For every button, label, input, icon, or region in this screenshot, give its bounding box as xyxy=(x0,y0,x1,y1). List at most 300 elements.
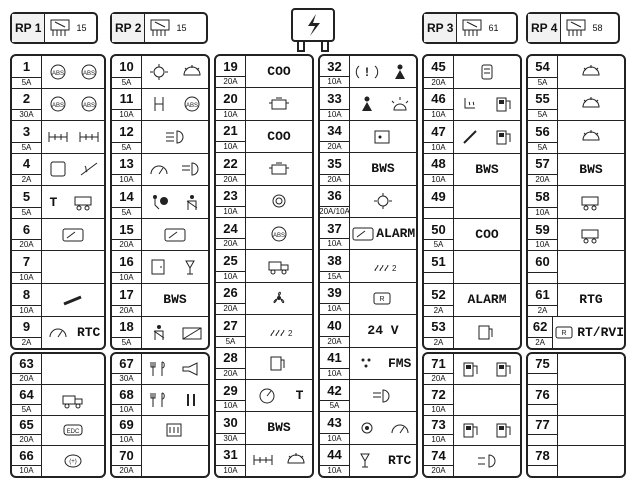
axle-icon xyxy=(77,128,101,146)
fuse-amperage: 20A xyxy=(12,239,41,250)
fuse-amperage xyxy=(424,207,453,218)
fuse-row xyxy=(12,56,104,89)
fuse-id xyxy=(112,416,142,446)
fuse-amperage: 10A xyxy=(112,109,141,120)
trailer-icon xyxy=(72,193,96,211)
fuse-id xyxy=(424,385,454,415)
fuse-number: 65 xyxy=(19,417,34,433)
fuse-row xyxy=(216,88,312,120)
pump-icon xyxy=(459,360,483,378)
fuse-id xyxy=(216,153,246,184)
fuse-row xyxy=(424,251,520,284)
window-icon xyxy=(61,226,85,244)
fuse-function xyxy=(246,186,312,217)
svg-text:ABS: ABS xyxy=(82,103,95,110)
fuse-function xyxy=(350,153,416,184)
fuse-number: 34 xyxy=(327,123,342,139)
engine-icon xyxy=(267,95,291,113)
fuse-function xyxy=(142,354,208,384)
fuse-number: 24 xyxy=(223,220,238,236)
abs-icon xyxy=(46,95,70,113)
fuse-row xyxy=(112,89,208,122)
abs-icon xyxy=(77,63,101,81)
fuse-number: 63 xyxy=(19,355,34,371)
fuse-number: 18 xyxy=(119,319,134,335)
fuse-function xyxy=(42,416,104,446)
fuse-id xyxy=(216,380,246,411)
beam-icon xyxy=(371,387,395,405)
fuse-id xyxy=(216,250,246,281)
fuse-id xyxy=(320,250,350,281)
fuse-row xyxy=(216,186,312,218)
light-icon xyxy=(475,452,499,470)
fuse-function xyxy=(454,317,520,349)
fuse-amperage: 10A xyxy=(112,272,141,283)
fuse-function xyxy=(246,88,312,119)
svg-text:(+): (+) xyxy=(69,459,77,466)
fuse-amperage: 20A xyxy=(216,174,245,185)
fuse-row xyxy=(320,186,416,218)
lamp-icon xyxy=(579,128,603,146)
fuse-function xyxy=(246,218,312,249)
svg-text:R: R xyxy=(379,296,385,304)
fuse-row xyxy=(424,385,520,416)
fuel-icon xyxy=(267,354,291,372)
fuse-number: 31 xyxy=(223,447,238,463)
fuse-function xyxy=(246,56,312,87)
fuse-row xyxy=(12,284,104,317)
fuse-id xyxy=(528,154,558,186)
fuse-function xyxy=(558,56,624,88)
filter-icon xyxy=(475,63,499,81)
fuse-id xyxy=(112,89,142,121)
svg-text:ABS: ABS xyxy=(185,103,198,110)
fuse-column-1b xyxy=(10,352,106,478)
fuse-row xyxy=(216,445,312,476)
fuse-number: 5 xyxy=(22,189,31,205)
gauge-icon xyxy=(388,419,412,437)
fuse-number: 57 xyxy=(535,156,550,172)
fuse-row xyxy=(12,251,104,284)
relay-label: RP 3 xyxy=(424,14,457,42)
fuse-number: 51 xyxy=(431,254,446,270)
fuse-function xyxy=(350,56,416,87)
fuse-row xyxy=(528,154,624,187)
fuse-number: 71 xyxy=(431,355,446,371)
fuse-amperage: 20A xyxy=(216,238,245,249)
fuse-function xyxy=(350,186,416,217)
glass-icon xyxy=(180,258,204,276)
fuse-row xyxy=(320,348,416,380)
fuse-column-1 xyxy=(10,54,106,350)
window-icon xyxy=(163,226,187,244)
fuse-label-text: COO xyxy=(475,227,499,243)
fuse-id xyxy=(528,186,558,218)
fuse-id xyxy=(12,354,42,384)
fuse-row xyxy=(528,354,624,385)
fuse-id xyxy=(12,89,42,121)
fuse-amperage: 5A xyxy=(528,109,557,120)
lamp-icon xyxy=(579,95,603,113)
fuse-function xyxy=(246,445,312,476)
fuse-function xyxy=(558,121,624,153)
fuse-amperage: 5A xyxy=(424,239,453,250)
fuse-amperage: 5A xyxy=(12,142,41,153)
fuse-id xyxy=(424,284,454,316)
fuse-row xyxy=(112,251,208,284)
fuse-amperage: 2A xyxy=(528,305,557,316)
power-symbol xyxy=(288,6,338,54)
fuse-number: 8 xyxy=(22,286,31,302)
relay-icon xyxy=(460,18,486,38)
fuse-function xyxy=(454,354,520,384)
fuse-row xyxy=(528,284,624,317)
relay-icon xyxy=(564,18,590,38)
fuse-id xyxy=(424,446,454,476)
fuse-id xyxy=(12,154,42,186)
fuse-function xyxy=(558,385,624,415)
fuse-column-6 xyxy=(526,54,626,350)
fuse-row xyxy=(320,56,416,88)
door-icon xyxy=(147,258,171,276)
headlight-icon xyxy=(163,128,187,146)
speedo-icon xyxy=(255,387,279,405)
fuse-function xyxy=(350,412,416,443)
fuse-number: 25 xyxy=(223,253,238,269)
fuse-label-text: RTC xyxy=(76,324,101,340)
fuse-number: 53 xyxy=(431,319,446,335)
fuse-function xyxy=(142,251,208,283)
fuse-amperage: 10A xyxy=(320,109,349,120)
drops-icon xyxy=(355,354,379,372)
fuse-amperage: 20A/10A xyxy=(319,206,350,216)
fuse-id xyxy=(424,56,454,88)
fuse-amperage: 20A xyxy=(424,77,453,88)
radio-icon xyxy=(371,289,395,307)
fuse-function xyxy=(142,89,208,121)
fuse-amperage: 10A xyxy=(216,465,245,476)
fuse-id xyxy=(320,380,350,411)
svg-text:ABS: ABS xyxy=(51,70,64,77)
fuse-function xyxy=(558,89,624,121)
fuse-amperage: 20A xyxy=(112,239,141,250)
relay-label: RP 2 xyxy=(112,14,145,42)
fuse-id xyxy=(216,88,246,119)
fuse-amperage: 5A xyxy=(12,207,41,218)
fuse-row xyxy=(112,186,208,219)
fuse-number: 29 xyxy=(223,382,238,398)
fuse-id xyxy=(12,317,42,349)
fuse-label-text: BWS xyxy=(475,161,499,177)
fuse-function xyxy=(142,446,208,476)
fuse-amperage: 20A xyxy=(424,373,453,384)
fuse-row xyxy=(424,284,520,317)
fuse-function xyxy=(454,89,520,121)
fuse-number: 62 xyxy=(532,319,548,335)
fuse-amperage: 2A xyxy=(12,174,41,185)
belt-icon xyxy=(180,193,204,211)
fuse-amperage: 30A xyxy=(112,373,141,384)
fuse-id xyxy=(424,317,454,349)
fuse-number: 1 xyxy=(22,58,31,74)
fuse-row xyxy=(216,315,312,347)
fuse-label-text: 24 V xyxy=(367,323,399,339)
fuse-id xyxy=(320,186,350,217)
fuse-function xyxy=(350,250,416,281)
fuse-amperage: 20A xyxy=(216,368,245,379)
fuse-number: 27 xyxy=(223,317,238,333)
fuse-function xyxy=(558,154,624,186)
fuse-row xyxy=(320,412,416,444)
fuse-row xyxy=(528,56,624,89)
fuse-id xyxy=(528,284,558,316)
fuse-function xyxy=(42,89,104,121)
fuse-row xyxy=(216,283,312,315)
fuse-row xyxy=(320,218,416,250)
fuse-id xyxy=(320,88,350,119)
fuse-function xyxy=(246,412,312,443)
seat-heat-icon xyxy=(459,95,483,113)
pen-icon xyxy=(459,128,483,146)
fuse-number: 64 xyxy=(19,386,34,402)
fuse-number: 52 xyxy=(431,286,446,302)
fuse-number: 15 xyxy=(119,221,134,237)
fuse-function xyxy=(246,283,312,314)
fuse-number: 14 xyxy=(119,189,134,205)
fuse-id xyxy=(320,445,350,476)
lamp-icon xyxy=(180,63,204,81)
pump-icon xyxy=(492,128,516,146)
fuse-row xyxy=(112,385,208,416)
fuse-id xyxy=(12,416,42,446)
fuse-row xyxy=(12,154,104,187)
gauge-icon xyxy=(46,323,70,341)
truck-icon xyxy=(61,391,85,409)
airbag-icon xyxy=(147,193,171,211)
fuse-id xyxy=(216,56,246,87)
pump-icon xyxy=(492,421,516,439)
fuse-id xyxy=(112,317,142,349)
person-icon xyxy=(355,95,379,113)
fuse-number: 40 xyxy=(327,317,342,333)
fuse-id xyxy=(112,154,142,186)
warn-icon xyxy=(355,63,379,81)
fuse-id xyxy=(528,354,558,384)
fuse-amperage: 10A xyxy=(112,404,141,415)
fuse-id xyxy=(320,218,350,249)
fuse-id xyxy=(12,284,42,316)
fuse-number: 59 xyxy=(535,221,550,237)
pump-icon xyxy=(492,360,516,378)
fuse-function xyxy=(142,284,208,316)
fuse-row xyxy=(216,56,312,88)
trailer-icon xyxy=(579,193,603,211)
fuse-number: 76 xyxy=(535,386,550,402)
fuse-amperage: 10A xyxy=(424,109,453,120)
fuse-function xyxy=(142,416,208,446)
fuse-row xyxy=(112,56,208,89)
svg-text:2: 2 xyxy=(288,328,293,338)
fuse-row xyxy=(12,317,104,349)
fuse-id xyxy=(216,412,246,443)
fuse-id xyxy=(320,412,350,443)
fuse-amperage: 10A xyxy=(12,272,41,283)
fuse-amperage: 10A xyxy=(424,142,453,153)
sun-icon xyxy=(147,63,171,81)
radio-icon xyxy=(553,323,577,341)
fuse-function xyxy=(558,219,624,251)
fuse-number: 33 xyxy=(327,91,342,107)
fuse-function xyxy=(454,186,520,218)
fuse-id xyxy=(424,154,454,186)
fuse-row xyxy=(424,416,520,447)
fuse-id xyxy=(320,283,350,314)
fuse-number: 49 xyxy=(431,189,446,205)
fuse-label-text: RTC xyxy=(387,452,412,468)
fuse-amperage: 2A xyxy=(12,337,41,348)
fuse-id xyxy=(112,56,142,88)
fuse-column-4 xyxy=(318,54,418,478)
fuse-amperage: 10A xyxy=(528,239,557,250)
heat-2-icon xyxy=(371,257,395,275)
fuse-function xyxy=(246,250,312,281)
fuse-function xyxy=(246,380,312,411)
fuse-amperage: 15A xyxy=(320,271,349,282)
fuse-number: 17 xyxy=(119,286,134,302)
fuse-amperage: 5A xyxy=(112,337,141,348)
fuse-number: 7 xyxy=(22,254,31,270)
fuse-id xyxy=(12,56,42,88)
heater-icon xyxy=(163,421,187,439)
fuse-amperage: 10A xyxy=(320,368,349,379)
brake-icon xyxy=(267,192,291,210)
fuse-amperage: 20A xyxy=(528,174,557,185)
fuse-amperage: 10A xyxy=(216,109,245,120)
abs-icon xyxy=(180,95,204,113)
fuse-amperage: 2A xyxy=(424,337,453,348)
window-icon xyxy=(351,225,375,243)
fuse-id xyxy=(424,354,454,384)
fuse-id xyxy=(12,446,42,476)
fuse-id xyxy=(112,354,142,384)
fuse-number: 32 xyxy=(327,58,342,74)
abs-icon xyxy=(267,225,291,243)
fuse-function xyxy=(454,154,520,186)
fuse-function xyxy=(558,354,624,384)
fuse-amperage: 2A xyxy=(528,337,552,348)
fuse-row xyxy=(216,348,312,380)
fuse-id xyxy=(216,348,246,379)
fuse-row xyxy=(528,446,624,476)
fuse-number: 55 xyxy=(535,91,550,107)
fuse-function xyxy=(42,121,104,153)
fuse-amperage xyxy=(528,465,557,476)
fuse-amperage: 5A xyxy=(528,142,557,153)
fuse-amperage: 10A xyxy=(424,434,453,445)
fuse-function xyxy=(454,56,520,88)
svg-text:2: 2 xyxy=(392,264,397,274)
fuse-id xyxy=(320,121,350,152)
fuse-row xyxy=(528,385,624,416)
fuse-amperage: 5A xyxy=(216,336,245,347)
fuse-row xyxy=(424,186,520,219)
fuse-id xyxy=(528,385,558,415)
fuse-number: 44 xyxy=(327,447,342,463)
fuse-amperage: 10A xyxy=(12,305,41,316)
fuse-amperage: 10A xyxy=(320,433,349,444)
relay-rp1 xyxy=(10,12,98,44)
fuse-column-5b xyxy=(422,352,522,478)
fuse-function xyxy=(42,284,104,316)
gear-icon xyxy=(355,419,379,437)
fuse-column-3 xyxy=(214,54,314,478)
battery-icon xyxy=(180,323,204,341)
fuse-number: 75 xyxy=(535,355,550,371)
relay-label: RP 1 xyxy=(12,14,45,42)
panel-icon xyxy=(371,127,395,145)
fuse-id xyxy=(112,446,142,476)
fuse-id xyxy=(528,416,558,446)
fuse-row xyxy=(112,354,208,385)
cigar-icon xyxy=(61,291,85,309)
fuse-function xyxy=(350,218,416,249)
fuse-label-text: RT/RVI xyxy=(577,324,624,340)
fuse-amperage: 5A xyxy=(112,142,141,153)
fuse-function xyxy=(454,284,520,316)
fuse-number: 43 xyxy=(327,414,342,430)
fuse-label-text: RTG xyxy=(579,292,603,308)
truck-icon xyxy=(267,257,291,275)
svg-text:ABS: ABS xyxy=(82,70,95,77)
fuse-number: 4 xyxy=(22,156,31,172)
fuse-number: 37 xyxy=(327,220,342,236)
fuse-function xyxy=(246,348,312,379)
fuse-number: 39 xyxy=(327,285,342,301)
fuse-label-text: T xyxy=(49,194,58,210)
fuse-id xyxy=(216,445,246,476)
fuse-function xyxy=(42,354,104,384)
beacon-icon xyxy=(388,95,412,113)
fuse-row xyxy=(424,446,520,476)
fuse-function xyxy=(42,385,104,415)
fuse-label-text: ALARM xyxy=(467,292,507,308)
fuse-row xyxy=(12,186,104,219)
fuse-number: 69 xyxy=(119,417,134,433)
fuse-number: 10 xyxy=(119,58,134,74)
fuse-id xyxy=(424,416,454,446)
fuse-amperage: 20A xyxy=(112,305,141,316)
fuse-number: 48 xyxy=(431,156,446,172)
fuse-row xyxy=(528,219,624,252)
fuse-number: 11 xyxy=(119,91,134,107)
fuse-amperage: 20A xyxy=(216,303,245,314)
fuse-function xyxy=(350,283,416,314)
fan-icon xyxy=(267,289,291,307)
fuse-amperage xyxy=(528,272,557,283)
fuse-label-text: COO xyxy=(267,64,291,80)
fuse-number: 68 xyxy=(119,386,134,402)
svg-text:R: R xyxy=(561,330,567,338)
lamp-icon xyxy=(284,451,308,469)
fuse-amperage: 20A xyxy=(320,174,349,185)
fuse-amperage: 10A xyxy=(112,174,141,185)
fuse-function xyxy=(142,154,208,186)
fuse-row xyxy=(12,89,104,122)
fuse-id xyxy=(320,315,350,346)
fuse-function xyxy=(350,315,416,346)
fuse-amperage: 30A xyxy=(216,433,245,444)
fuse-number: 50 xyxy=(431,221,446,237)
